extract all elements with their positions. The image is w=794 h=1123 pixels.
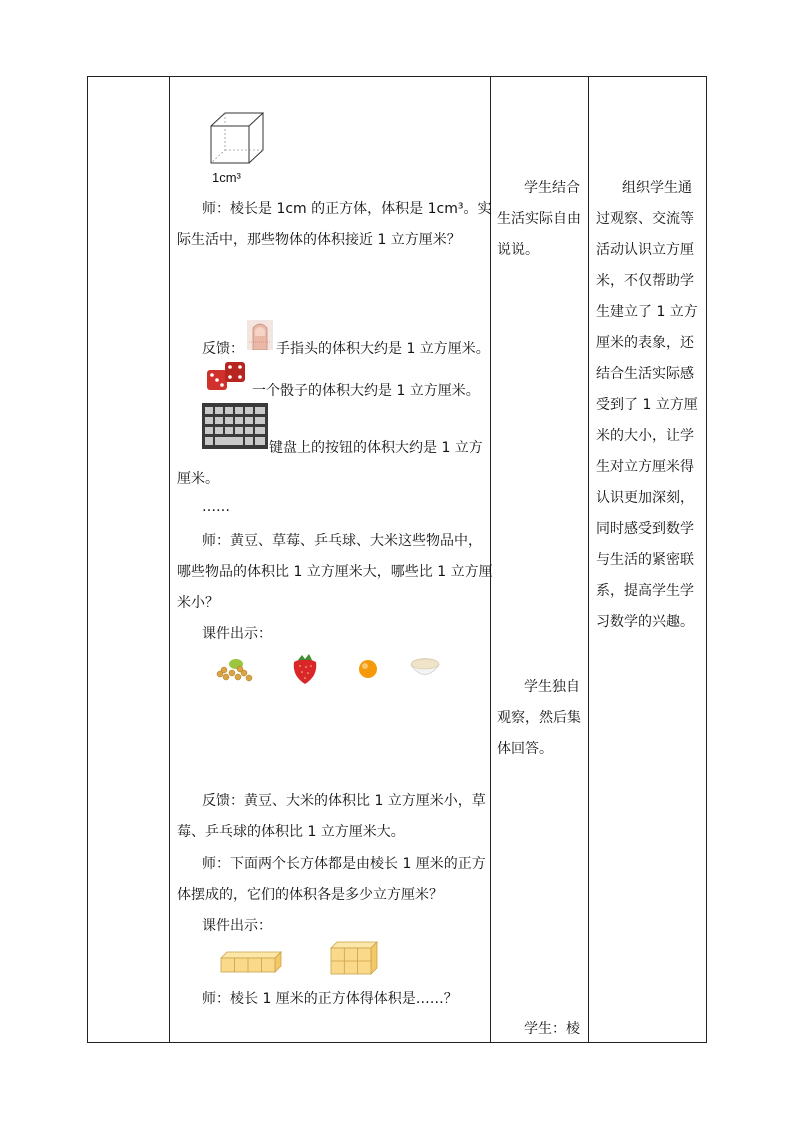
- rice-bowl-image: [408, 654, 442, 682]
- soybeans-image: [212, 656, 254, 684]
- intent-line: 认识更加深刻，: [596, 490, 694, 506]
- cuboid-4-cubes-image: [220, 950, 282, 974]
- text-line: 莓、乒乓球的体积比 1 立方厘米大。: [177, 824, 405, 840]
- ellipsis-line: ……: [202, 499, 230, 515]
- text-line: 哪些物品的体积比 1 立方厘米大，哪些比 1 立方厘: [177, 564, 493, 580]
- keyboard-image: [202, 403, 268, 449]
- student-line: 说说。: [497, 242, 539, 258]
- intent-line: 受到了 1 立方厘: [596, 397, 698, 413]
- text-line: 手指头的体积大约是 1 立方厘米。: [276, 341, 490, 357]
- student-line: 学生：棱: [524, 1021, 580, 1037]
- text-line: 一个骰子的体积大约是 1 立方厘米。: [252, 383, 480, 399]
- intent-line: 同时感受到数学: [596, 521, 694, 537]
- intent-line: 米，不仅帮助学: [596, 273, 694, 289]
- intent-line: 生建立了 1 立方: [596, 304, 698, 320]
- student-line: 生活实际自由: [497, 211, 581, 227]
- intent-line: 活动认识立方厘: [596, 242, 694, 258]
- intent-line: 过观察、交流等: [596, 211, 694, 227]
- text-line: 体摆成的，它们的体积各是多少立方厘米？: [177, 887, 443, 903]
- intent-line: 组织学生通: [622, 180, 692, 196]
- text-line: 际生活中，那些物体的体积接近 1 立方厘米？: [177, 232, 461, 248]
- intent-line: 厘米的表象，还: [596, 335, 694, 351]
- intent-line: 米的大小，让学: [596, 428, 694, 444]
- text-line: 课件出示：: [202, 918, 272, 934]
- student-line: 体回答。: [497, 741, 553, 757]
- intent-line: 与生活的紧密联: [596, 552, 694, 568]
- intent-line: 生对立方厘米得: [596, 459, 694, 475]
- student-line: 学生结合: [524, 180, 580, 196]
- text-line: 米小？: [177, 595, 219, 611]
- intent-line: 习数学的兴趣。: [596, 614, 694, 630]
- student-line: 观察，然后集: [497, 710, 581, 726]
- intent-line: 结合生活实际感: [596, 366, 694, 382]
- text-line: 键盘上的按钮的体积大约是 1 立方: [269, 440, 483, 456]
- student-line: 学生独自: [524, 679, 580, 695]
- text-line: 课件出示：: [202, 626, 272, 642]
- finger-image: [247, 320, 273, 350]
- text-line: 师：棱长是 1cm 的正方体，体积是 1cm³。实: [202, 201, 492, 217]
- dice-image: [205, 360, 251, 392]
- intent-line: 系，提高学生学: [596, 583, 694, 599]
- ping-pong-ball-image: [357, 658, 379, 680]
- text-line: 师：黄豆、草莓、乒乓球、大米这些物品中，: [202, 533, 482, 549]
- column-divider: [588, 77, 589, 1042]
- column-divider: [169, 77, 170, 1042]
- text-line: 师：棱长 1 厘米的正方体得体积是……？: [202, 991, 458, 1007]
- column-divider: [490, 77, 491, 1042]
- text-line: 反馈：黄豆、大米的体积比 1 立方厘米小，草: [202, 793, 486, 809]
- text-line: 师：下面两个长方体都是由棱长 1 厘米的正方: [202, 856, 486, 872]
- cube-label: 1cm³: [212, 170, 241, 185]
- strawberry-image: [288, 652, 322, 686]
- cuboid-6-cubes-image: [330, 940, 378, 976]
- feedback-label: 反馈：: [202, 341, 244, 357]
- unit-cube-figure: [208, 110, 268, 166]
- text-line: 厘米。: [177, 471, 219, 487]
